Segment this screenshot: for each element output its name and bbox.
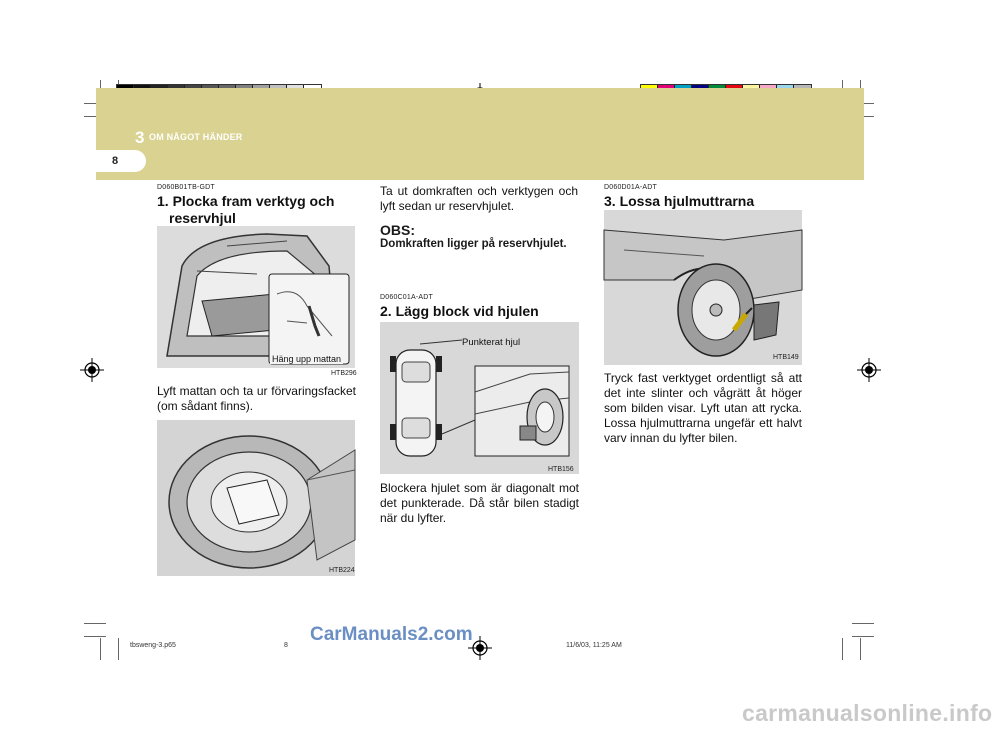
footer-timestamp: 11/6/03, 11:25 AM: [566, 642, 622, 649]
crop-mark: [842, 638, 843, 660]
registration-mark-icon: [80, 358, 104, 382]
figure-caption: HTB156: [548, 466, 574, 473]
inset-label: Häng upp mattan: [272, 354, 342, 364]
crop-mark: [84, 623, 106, 624]
section-heading: 1. Plocka fram verktyg och: [157, 193, 335, 209]
page-number: 8: [112, 155, 119, 167]
registration-mark-icon: [857, 358, 881, 382]
crop-mark: [852, 623, 874, 624]
spare-wheel-figure: [157, 420, 355, 576]
chapter-title: OM NÅGOT HÄNDER: [149, 132, 243, 142]
section-heading: 2. Lägg block vid hjulen: [380, 303, 539, 319]
figure-caption: HTB149: [773, 354, 799, 361]
site-watermark: carmanualsonline.info: [742, 700, 992, 726]
body-text: Blockera hjulet som är diagonalt mot det punkterade. Då står bilen stadigt när du lyfter.: [380, 481, 579, 525]
section-code: D060C01A-ADT: [380, 294, 433, 301]
footer-filename: tbsweng-3.p65: [130, 642, 176, 649]
figure-caption: HTB224: [329, 567, 355, 574]
body-text: Tryck fast verktyget ordentligt så att det inte slinter och vågrätt åt höger som bilden visar. Lyft utan att rycka. Lossa hjulmuttrarna ungefär ett halvt varv innan du lyfter bilen.: [604, 371, 802, 445]
note-title: OBS:: [380, 222, 415, 238]
watermark-link[interactable]: CarManuals2.com: [310, 624, 473, 645]
chapter-number: 3: [135, 128, 145, 147]
section-heading: 3. Lossa hjulmuttrarna: [604, 193, 755, 209]
footer-page: 8: [284, 642, 288, 649]
page-tab: [96, 150, 146, 172]
section-code: D060B01TB-GDT: [157, 184, 215, 191]
trunk-figure: [157, 226, 355, 368]
crop-mark: [860, 638, 861, 660]
figure-label: Punkterat hjul: [462, 337, 521, 348]
body-text: Ta ut domkraften och verktygen och lyft sedan ur reservhjulet.: [380, 184, 578, 213]
crop-mark: [118, 638, 119, 660]
figure-caption: HTB296: [331, 370, 357, 377]
crop-mark: [84, 636, 106, 637]
wheel-nut-figure: [604, 210, 802, 365]
note-text: Domkraften ligger på reservhjulet.: [380, 238, 567, 250]
crop-mark: [852, 636, 874, 637]
section-heading-cont: reservhjul: [169, 210, 236, 226]
section-code: D060D01A-ADT: [604, 184, 657, 191]
crop-mark: [100, 638, 101, 660]
body-text: Lyft mattan och ta ur förvaringsfacket (om sådant finns).: [157, 384, 356, 413]
